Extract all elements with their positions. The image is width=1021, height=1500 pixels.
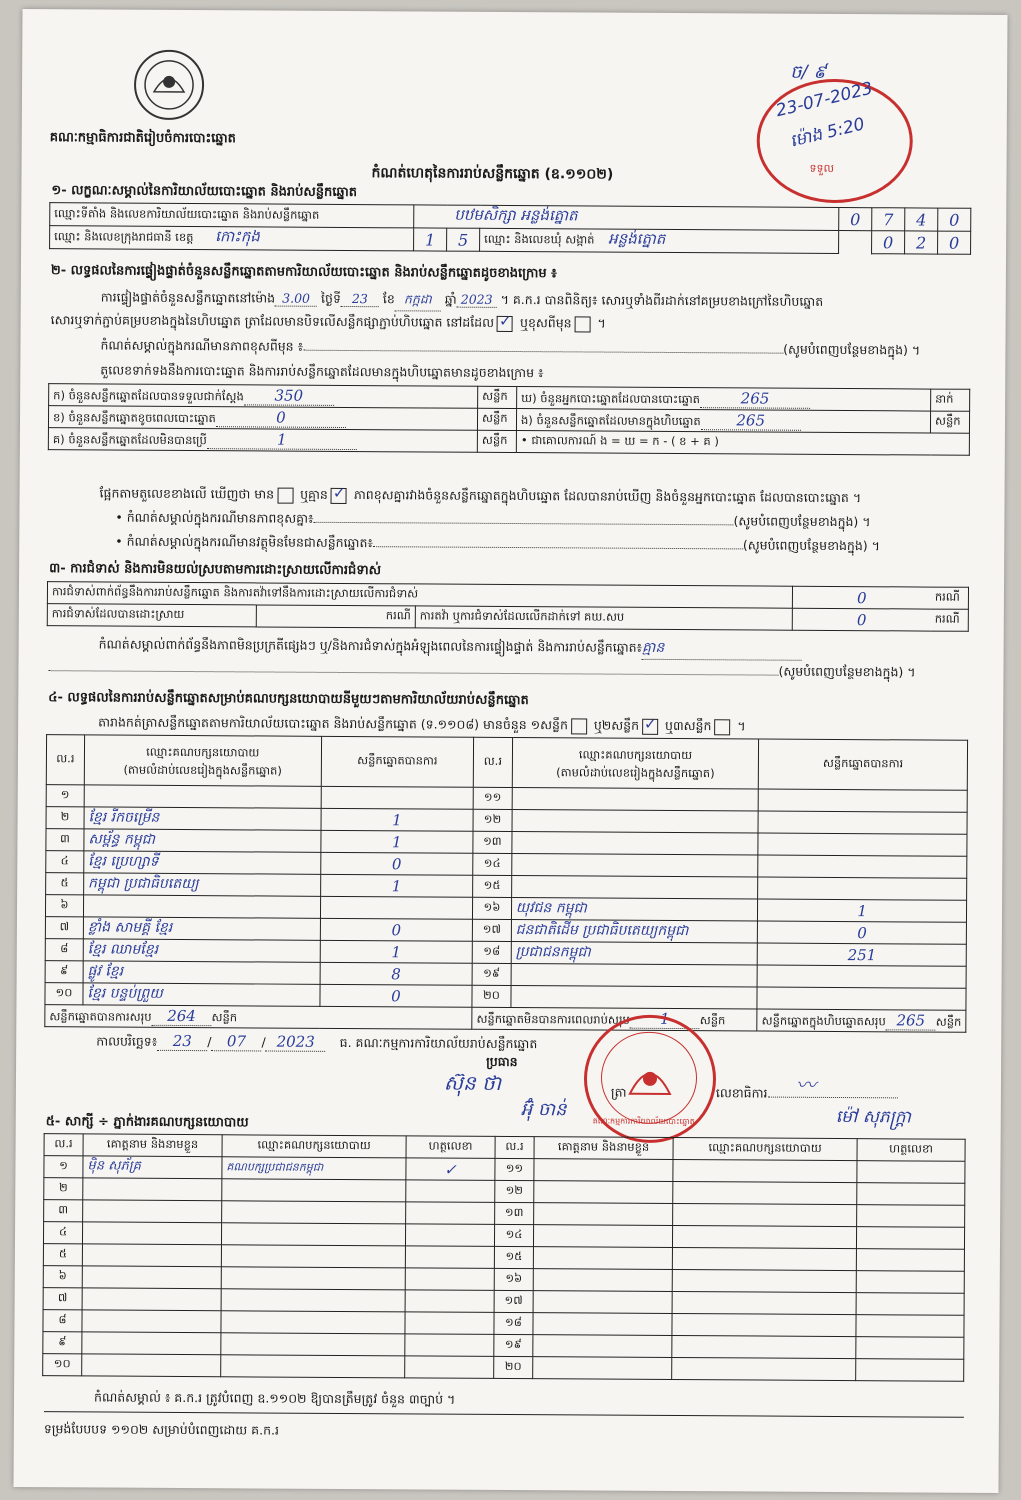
commune-digit-1: 0 xyxy=(872,231,905,254)
section4-title: ៤- លទ្ធផលនៃការរាប់សន្លឹកឆ្នោតសម្រាប់គណបក្សនយោបាយនីមួយៗតាមការិយាល័យរាប់សន្លឹកឆ្នោត xyxy=(48,690,529,709)
party-votes: 251 xyxy=(758,943,967,966)
province-label: ឈ្មោះ និងលេខក្រុងរាជធានី ខេត្ត កោះកុង xyxy=(50,226,414,251)
witness-no: ១៤ xyxy=(494,1224,533,1246)
witness-party xyxy=(221,1333,405,1356)
witness-no: ៧ xyxy=(43,1288,82,1310)
party-name: ផ្លូវ ខ្មែរ xyxy=(83,961,320,984)
section1-title: ១- លក្ខណៈសម្គាល់នៃការិយាល័យបោះឆ្នោត និងរាប់សន្លឹកឆ្នោត xyxy=(51,183,358,201)
witness-no: ១៦ xyxy=(494,1268,533,1290)
location-digit-1: 0 xyxy=(839,207,872,230)
party-name xyxy=(512,832,759,856)
witness-party xyxy=(672,1357,856,1380)
result-no: ១៣ xyxy=(473,831,512,853)
result-no: ១៤ xyxy=(473,853,512,875)
witness-party xyxy=(672,1225,856,1248)
witness-name xyxy=(533,1269,672,1292)
witness-signature: ✓ xyxy=(406,1158,495,1181)
province-value: កោះកុង xyxy=(215,227,260,246)
witness-signature xyxy=(405,1224,494,1247)
party-votes: 0 xyxy=(320,984,473,1007)
party-name: យុវជន កម្ពុជា xyxy=(511,898,758,922)
witness-name: ម៉ិន សុភ័គ្រ xyxy=(83,1156,222,1179)
party-name xyxy=(512,810,759,834)
party-votes: 1 xyxy=(321,808,474,831)
party-votes xyxy=(758,855,967,878)
witness-name xyxy=(534,1159,673,1182)
date-month: 07 xyxy=(211,1032,261,1051)
date-line: កាលបរិច្ឆេទ៖ 23 / 07 / 2023 ធ. គណៈកម្មការការិយាល័យរាប់សន្លឹកឆ្នោត xyxy=(96,1031,538,1052)
party-name: ជនជាតិដើម ប្រជាធិបតេយ្យកម្ពុជា xyxy=(511,920,758,944)
secretary-line: លេខាធិការ xyxy=(716,1085,898,1105)
party-votes xyxy=(321,786,474,809)
nec-logo xyxy=(134,50,204,120)
result-no: ១៦ xyxy=(473,897,512,919)
diff-note-line: កំណត់សម្គាល់ក្នុងករណីមានភាពខុសពីមុន ៖ (សូមបំពេញបន្ថែមខាងក្នុង) ។ xyxy=(100,337,921,358)
party-name: ខ្មែរ បន្ទប់ព្រួយ xyxy=(83,983,320,1006)
one-sheet-checkbox[interactable] xyxy=(571,718,587,734)
bullet-object: • កំណត់សម្គាល់ក្នុងករណីមានវត្ថុមិនមែនជាសន្លឹកឆ្នោត៖ (សូមបំពេញបន្ថែមខាងក្នុង) ។ xyxy=(115,533,880,554)
witness-party xyxy=(222,1179,406,1202)
witness-party xyxy=(221,1289,405,1312)
spoiled-ballots: 0 xyxy=(216,408,346,428)
witness-party xyxy=(673,1160,857,1183)
ballots-in-box: 265 xyxy=(701,411,801,431)
date-day: 23 xyxy=(157,1032,207,1051)
party-votes: 1 xyxy=(321,830,474,853)
witness-party xyxy=(672,1291,856,1314)
no-diff-checkbox[interactable] xyxy=(331,487,347,503)
total-valid: 264 xyxy=(152,1006,212,1025)
party-votes: 1 xyxy=(320,940,473,963)
witness-no: ១៩ xyxy=(494,1334,533,1356)
party-name: កម្ពុជា ប្រជាធិបតេយ្យ xyxy=(84,873,321,896)
witness-party xyxy=(221,1267,405,1290)
witness-name xyxy=(82,1310,221,1333)
total-in-box: 265 xyxy=(886,1011,936,1030)
party-votes xyxy=(758,877,967,900)
total-invalid: 1 xyxy=(630,1009,700,1028)
witness-party xyxy=(673,1181,857,1204)
witness-name xyxy=(82,1244,221,1267)
complaints-table: ការជំទាស់ពាក់ព័ន្ធនឹងការរាប់សន្លឹកឆ្នោត និងការតវ៉ាទៅនឹងការដោះស្រាយលើការជំទាស់ 0 ករណី ការជំទាស់ដែលបានដោះស្រាយ ករណី ការតវ៉ា ឬការជំទាស់ដែលលើកដាក់ទៅ គឃ.សប 0 ករណី xyxy=(47,581,969,632)
witness-name xyxy=(83,1200,222,1223)
witness-name xyxy=(533,1335,672,1358)
section3-title: ៣- ការជំទាស់ និងការមិនយល់ស្របតាមការដោះស្រាយលើការជំទាស់ xyxy=(49,561,382,579)
same-checkbox[interactable] xyxy=(497,315,513,331)
witness-party xyxy=(672,1269,856,1292)
witness-no: ១៥ xyxy=(494,1246,533,1268)
witness-party xyxy=(673,1203,857,1226)
province-code-1: 1 xyxy=(414,228,447,251)
irregularity-fill: (សូមបំពេញបន្ថែមខាងក្នុង) ។ xyxy=(48,659,915,683)
check-month: កក្កដា xyxy=(395,291,441,311)
witness-signature xyxy=(857,1205,965,1228)
witness-no: ១១ xyxy=(495,1158,534,1180)
result-no: ៥ xyxy=(46,873,84,895)
witness-party xyxy=(672,1335,856,1358)
seal-text: គណៈកម្មការការិយាល័យបោះឆ្នោត xyxy=(592,1116,695,1127)
party-name xyxy=(83,895,320,918)
party-votes xyxy=(757,965,966,988)
party-name xyxy=(511,854,758,878)
chair-name: អ៊ុំ ចាន់ xyxy=(520,1099,567,1121)
province-code-2: 5 xyxy=(447,228,480,251)
unused-ballots: 1 xyxy=(207,430,357,450)
witness-name xyxy=(83,1178,222,1201)
result-no: ១០ xyxy=(45,983,83,1005)
formula: • ជាគោលការណ៍ ង = ឃ = ក - ( ខ + គ ) xyxy=(516,431,969,456)
party-votes: 8 xyxy=(320,962,473,985)
witness-name xyxy=(533,1313,672,1336)
date-year: 2023 xyxy=(266,1033,326,1052)
result-no: ៦ xyxy=(45,895,83,917)
office-seal xyxy=(584,1014,717,1143)
bullet-diff: • កំណត់សម្គាល់ក្នុងករណីមានភាពខុសគ្នា៖ (សូមបំពេញបន្ថែមខាងក្នុង) ។ xyxy=(115,509,871,530)
party-name: ខ្មែរ រីកចម្រើន xyxy=(84,807,321,830)
location-digit-3: 4 xyxy=(905,208,938,231)
chair-label: ប្រធាន xyxy=(486,1053,518,1070)
result-no: ១១ xyxy=(473,787,512,809)
complaints-count: 0 xyxy=(792,586,931,609)
party-votes xyxy=(320,896,473,919)
figures-table: ក) ចំនួនសន្លឹកឆ្នោតដែលបានទទួលជាក់ស្ដែង 350 សន្លឹក ឃ) ចំនួនអ្នកបោះឆ្នោតដែលបានបោះឆ្នោត 265 នាក់ ខ) ចំនួនសន្លឹកឆ្នោតខូចពេលបោះឆ្នោត 0 សន្លឹក ង) ចំនួនសន្លឹកឆ្នោតដែលមានក្នុងហិបឆ្នោត 265 សន្លឹក គ) ចំនួនសន្លឹកឆ្នោតដែលមិនបានប្រើ 1 សន្លឹក • ជាគោលការណ៍ ង = ឃ = ក - ( ខ + គ ) xyxy=(48,383,970,456)
witness-signature xyxy=(406,1180,495,1203)
witness-row xyxy=(43,1354,964,1382)
result-no: ១៩ xyxy=(472,963,511,985)
form-title: កំណត់ហេតុនៃការរាប់សន្លឹកឆ្នោត (ឧ.១១០២) xyxy=(371,165,614,183)
check-time-line: ការផ្ទៀងផ្ទាត់ចំនួនសន្លឹកឆ្នោតនៅម៉ោង 3.00 ថ្ងៃទី 23 ខែ កក្កដា ឆ្នាំ 2023 ។ គ.ក.រ បានពិនិត្យ៖ សោរឬទាំងពីរដាក់នៅគម្របខាងក្រៅនៃហិបឆ្នោត xyxy=(101,289,824,313)
witness-no: ៩ xyxy=(43,1332,82,1354)
received-ballots: 350 xyxy=(244,386,334,406)
irregularity-note: កំណត់សម្គាល់ពាក់ព័ន្ធនឹងភាពមិនប្រក្រតីផ្សេងៗ ឬ/និងការជំទាស់ក្នុងអំឡុងពេលនៃការផ្ទៀងផ្ទាត់ និងការរាប់សន្លឹកឆ្នោត៖គ្មាន xyxy=(99,634,803,660)
witness-no: ១ xyxy=(44,1156,83,1178)
witness-name xyxy=(82,1222,221,1245)
result-no: ៩ xyxy=(45,961,83,983)
witness-party xyxy=(221,1355,405,1378)
witness-signature xyxy=(856,1271,964,1294)
has-diff-checkbox[interactable] xyxy=(277,487,293,503)
chair-signature: ស៊ុន ថា xyxy=(443,1070,502,1095)
witness-signature xyxy=(856,1293,964,1316)
witness-signature xyxy=(856,1249,964,1272)
result-no: ៧ xyxy=(45,917,83,939)
witness-signature xyxy=(856,1337,964,1360)
forwarded-count: 0 xyxy=(792,608,931,631)
witness-party: គណបក្សប្រជាជនកម្ពុជា xyxy=(222,1157,406,1180)
check-time: 3.00 xyxy=(275,291,317,307)
stamp-code: ច/ ៩ xyxy=(790,61,827,83)
witness-signature xyxy=(856,1315,964,1338)
party-name: ប្រជាជនកម្ពុជា xyxy=(511,942,758,966)
witness-signature xyxy=(405,1290,494,1313)
result-no: ១ xyxy=(46,785,84,807)
compare-line: ផ្អែកតាមតួលេខខាងលើ ឃើញថា មាន ឬគ្មាន✓ ភាពខុសគ្នារវាងចំនួនសន្លឹកឆ្នោតក្នុងហិបឆ្នោត ដែលបានរាប់ឃើញ និងចំនួនអ្នកបោះឆ្នោត ដែលបានបោះឆ្នោត ។ xyxy=(99,485,861,509)
witness-no: ៥ xyxy=(43,1244,82,1266)
form-page xyxy=(13,9,1007,1493)
results-table: ល.រ ឈ្មោះគណបក្សនយោបាយ (តាមលំដាប់លេខរៀងក្នុងសន្លឹកឆ្នោត) សន្លឹកឆ្នោតបានការ ល.រ ឈ្មោះគណបក្សនយោបាយ (តាមលំដាប់លេខរៀងក្នុងសន្លឹកឆ្នោត) សន្លឹកឆ្នោតបានការ ១ ១១ ២ ខ្មែរ រីកចម្រើន 1 ១២ ៣ សម្ព័ន្ធ កម្ពុជា 1 ១៣ ៤ ខ្មែរ ប្រេហ្សាទី 0 ១៤ ៥ កម្ពុជា ប្រជាធិបតេយ្យ 1 ១៥ ៦ ១៦ យុវជន កម្ពុជា 1 ៧ ខ្លាំង សាមគ្គី ខ្មែរ 0 ១៧ ជនជាតិដើម ប្រជាធិបតេយ្យកម្ពុជា 0 ៨ ខ្មែរ ឈាមខ្មែរ 1 ១៨ ប្រជាជនកម្ពុជា 251 ៩ ផ្លូវ ខ្មែរ 8 ១៩ ១០ ខ្មែរ បន្ទប់ព្រួយ 0 ២០ សន្លឹកឆ្នោតបានការសរុប 264 សន្លឹក សន្លឹកឆ្នោតមិនបានការពេលរាប់សរុប 1 សន្លឹក សន្លឹកឆ្នោតក្នុងហិបឆ្នោតសរុប 265 សន្លឹក xyxy=(44,734,968,1033)
witness-name xyxy=(533,1291,672,1314)
check-day: 23 xyxy=(341,291,379,307)
witness-name xyxy=(82,1288,221,1311)
witness-signature xyxy=(405,1246,494,1269)
witness-note: កំណត់សម្គាល់ ៖ គ.ក.រ ត្រូវបំពេញ ឧ.១១០២ ឱ្យបានត្រឹមត្រូវ ចំនួន ៣ច្បាប់ ។ xyxy=(94,1389,456,1407)
stamp-time: ម៉ោង 5:20 xyxy=(788,114,867,152)
witness-name xyxy=(82,1354,221,1377)
witness-name xyxy=(533,1225,672,1248)
result-no: ១២ xyxy=(473,809,512,831)
commune-digit-3: 0 xyxy=(938,231,971,254)
witness-no: ២០ xyxy=(494,1356,533,1378)
party-name xyxy=(512,788,759,812)
party-votes: 1 xyxy=(758,899,967,922)
witness-signature xyxy=(405,1312,494,1335)
witness-signature xyxy=(857,1161,965,1184)
witness-signature xyxy=(856,1227,964,1250)
stamp-text: ទទួល xyxy=(809,161,835,175)
witness-party xyxy=(222,1201,406,1224)
party-votes: 0 xyxy=(320,852,473,875)
attachment-line: តារាងកត់ត្រាសន្លឹកឆ្នោតតាមការិយាល័យបោះឆ្នោត និងរាប់សន្លឹកឆ្នោត (ទ.១១០៨) មានចំនួន ១សន្លឹក ឬ២សន្លឹក✓ ឬ៣សន្លឹក ។ xyxy=(98,714,746,737)
result-no: ៨ xyxy=(45,939,83,961)
party-name xyxy=(511,876,758,900)
secretary-signature: 〰 xyxy=(795,1072,817,1097)
witness-party xyxy=(221,1223,405,1246)
location-digit-4: 0 xyxy=(938,208,971,231)
witness-name xyxy=(82,1332,221,1355)
location-table xyxy=(49,202,971,255)
location-value: បឋមសិក្សា អន្លង់ត្នោត xyxy=(414,205,839,231)
witness-party xyxy=(221,1245,405,1268)
location-digit-2: 7 xyxy=(872,208,905,231)
party-votes xyxy=(758,789,967,812)
witness-party xyxy=(221,1311,405,1334)
seal-label: ត្រា xyxy=(610,1084,627,1100)
witness-no: ៣ xyxy=(44,1200,83,1222)
witness-name xyxy=(533,1247,672,1270)
witness-signature xyxy=(405,1268,494,1291)
witness-signature xyxy=(405,1334,494,1357)
witness-no: ៦ xyxy=(43,1266,82,1288)
witness-no: ១៧ xyxy=(494,1290,533,1312)
voters-voted: 265 xyxy=(700,389,810,409)
witness-name xyxy=(82,1266,221,1289)
witness-no: ១៣ xyxy=(495,1202,534,1224)
receipt-stamp xyxy=(756,61,913,203)
irregularity-value: គ្មាន xyxy=(642,638,802,661)
figures-intro: តួលេខទាក់ទងនឹងការបោះឆ្នោត និងការរាប់សន្លឹកឆ្នោតដែលមានក្នុងហិបឆ្នោតមានដូចខាងក្រោម ៖ xyxy=(100,362,544,381)
commune-value: អន្លង់ត្នោត xyxy=(608,229,666,248)
check-year: 2023 xyxy=(457,292,497,308)
witness-no: ៤ xyxy=(43,1222,82,1244)
witness-signature xyxy=(406,1202,495,1225)
stamp-date: 23-07-2023 xyxy=(774,78,875,122)
witness-no: ២ xyxy=(44,1178,83,1200)
party-votes: 0 xyxy=(758,921,967,944)
witness-name xyxy=(534,1203,673,1226)
witness-party xyxy=(672,1247,856,1270)
result-no: ៤ xyxy=(46,851,84,873)
witness-party xyxy=(672,1313,856,1336)
party-name xyxy=(84,785,321,808)
party-name: ខ្លាំង សាមគ្គី ខ្មែរ xyxy=(83,917,320,940)
witness-signature xyxy=(405,1356,494,1379)
commune-label: ឈ្មោះ និងលេខឃុំ សង្កាត់ អន្លង់ត្នោត xyxy=(480,228,839,253)
seal-line: សោរឬទាក់ភ្ជាប់គម្របខាងក្នុងនៃហិបឆ្នោត ត្រាដែលមានបិទលើសន្លឹកផ្សាភ្ជាប់ហិបឆ្នោត នៅដដែល✓ ឬខុសពីមុន ។ xyxy=(51,312,606,334)
witness-signature xyxy=(857,1183,965,1206)
result-no: ២០ xyxy=(472,985,511,1007)
location-label: ឈ្មោះទីតាំង និងលេខការិយាល័យបោះឆ្នោត និងរាប់សន្លឹកឆ្នោត xyxy=(50,203,414,228)
witness-signature xyxy=(856,1359,964,1382)
result-no: ៣ xyxy=(46,829,84,851)
party-votes: 0 xyxy=(320,918,473,941)
result-no: ១៥ xyxy=(473,875,512,897)
party-name xyxy=(511,986,758,1010)
two-sheet-checkbox[interactable] xyxy=(642,718,658,734)
committee-name: គណៈកម្មាធិការជាតិរៀបចំការបោះឆ្នោត xyxy=(49,130,236,147)
result-no: ១៧ xyxy=(472,919,511,941)
party-votes xyxy=(758,833,967,856)
party-votes: 1 xyxy=(320,874,473,897)
witness-name xyxy=(534,1181,673,1204)
three-sheet-checkbox[interactable] xyxy=(714,719,730,735)
result-no: ២ xyxy=(46,807,84,829)
footer-divider xyxy=(44,1411,964,1418)
result-no: ១៨ xyxy=(472,941,511,963)
witness-no: ៨ xyxy=(43,1310,82,1332)
party-name: សម្ព័ន្ធ កម្ពុជា xyxy=(84,829,321,852)
witness-no: ១០ xyxy=(43,1354,82,1376)
different-checkbox[interactable] xyxy=(575,316,591,332)
party-votes xyxy=(757,987,966,1010)
footer-text: ទម្រង់បែបបទ ១១០២ សម្រាប់បំពេញដោយ គ.ក.រ xyxy=(43,1421,280,1438)
witness-no: ១៨ xyxy=(494,1312,533,1334)
witness-no: ១២ xyxy=(495,1180,534,1202)
party-name xyxy=(511,964,758,988)
witness-name xyxy=(533,1357,672,1380)
secretary-name: ម៉ៅ សុភក្ត្រា xyxy=(835,1106,912,1128)
witness-table: ល.រ គោត្តនាម និងនាមខ្លួន ឈ្មោះគណបក្សនយោបាយ ហត្ថលេខា ល.រ គោត្តនាម និងនាមខ្លួន ឈ្មោះគណបក្សនយោបាយ ហត្ថលេខា ១ ម៉ិន សុភ័គ្រ គណបក្សប្រជាជនកម្ពុជា ✓ ១១ ២ ១២ ៣ ១៣ ៤ ១៤ ៥ ១៥ ៦ ១៦ ៧ ១៧ ៨ ១៨ ៩ ១៩ ១០ ២០ xyxy=(42,1133,965,1382)
party-name: ខ្មែរ ប្រេហ្សាទី xyxy=(84,851,321,874)
party-votes xyxy=(758,811,967,834)
section5-title: ៥- សាក្សី ÷ ភ្នាក់ងារគណបក្សនយោបាយ xyxy=(45,1114,249,1131)
party-name: ខ្មែរ ឈាមខ្មែរ xyxy=(83,939,320,962)
commune-digit-2: 2 xyxy=(905,231,938,254)
section2-title: ២- លទ្ធផលនៃការផ្ទៀងផ្ទាត់ចំនួនសន្លឹកឆ្នោតតាមការិយាល័យបោះឆ្នោត និងរាប់សន្លឹកឆ្នោតដូចខាងក្រោម ៖ xyxy=(50,263,557,282)
